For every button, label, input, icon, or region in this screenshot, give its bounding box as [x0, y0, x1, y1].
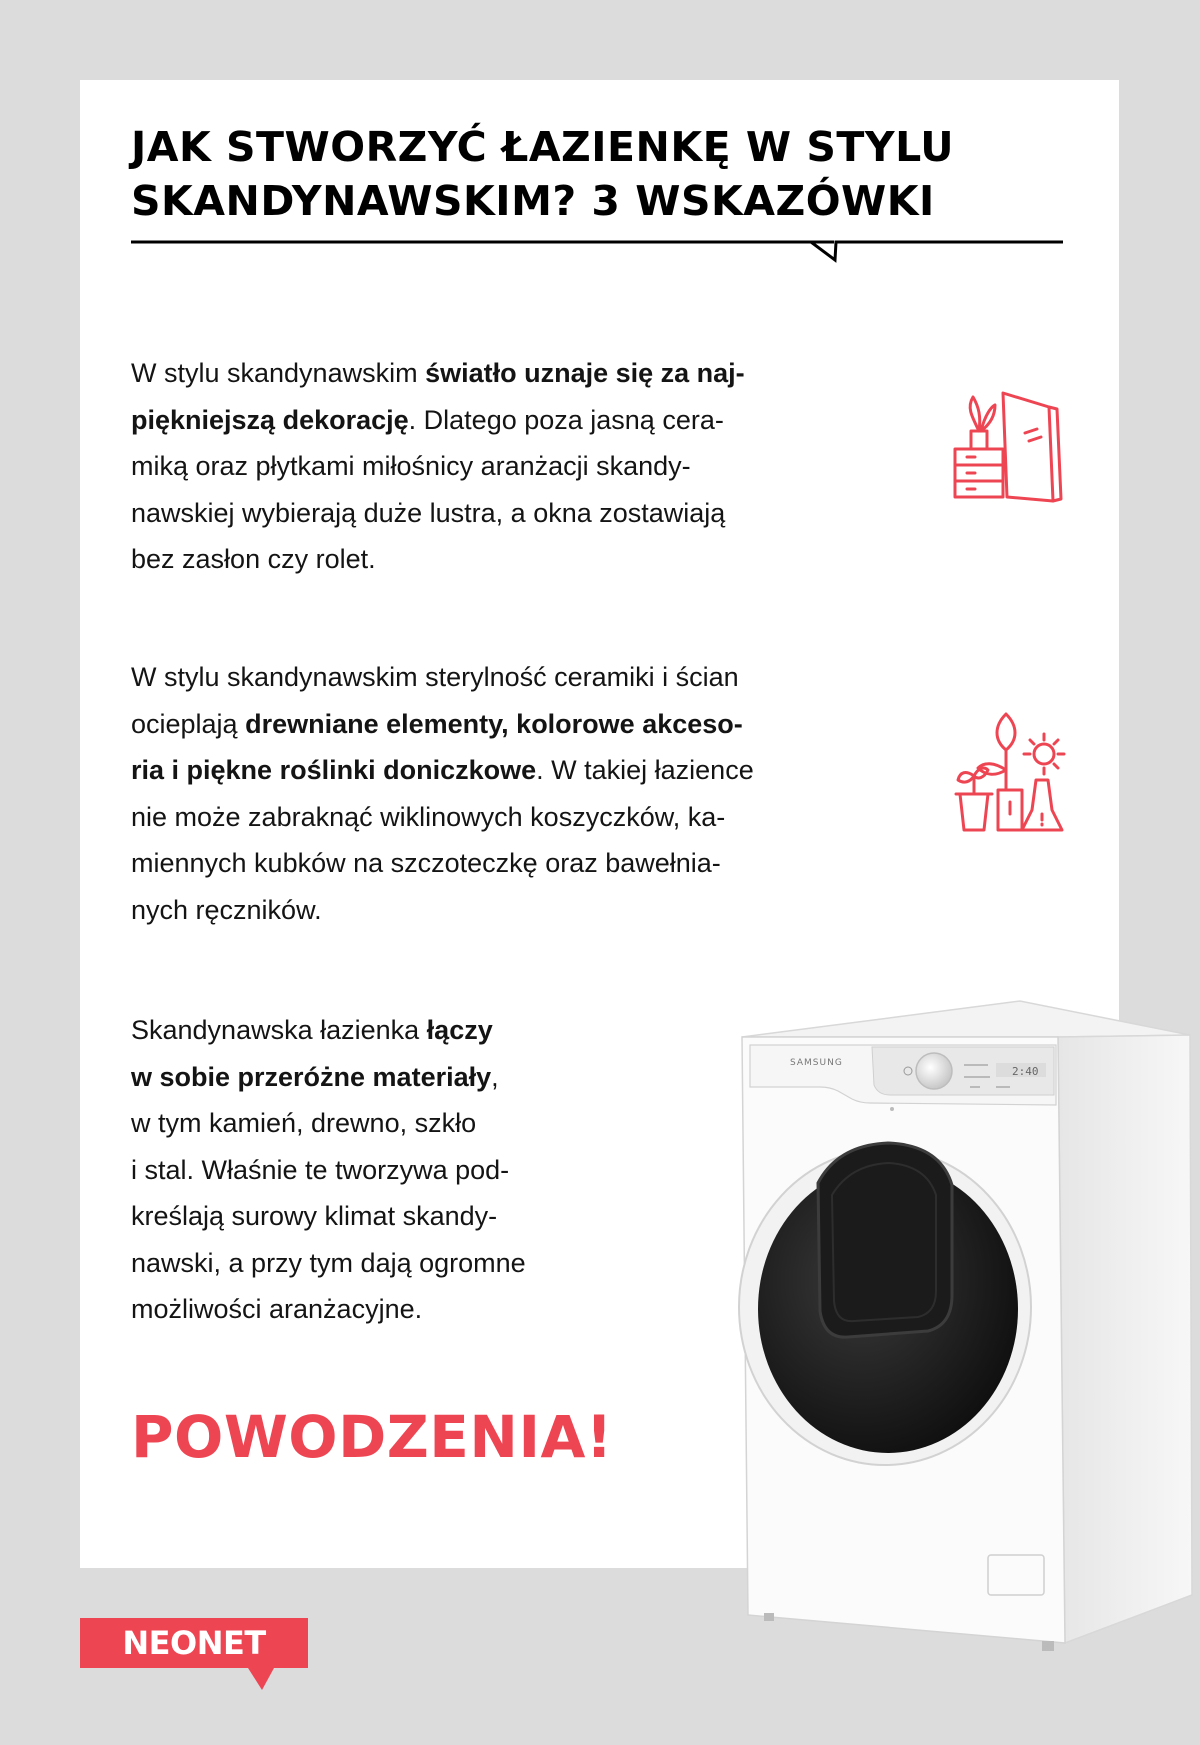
washer-display-readout: 2:40 [1012, 1065, 1039, 1078]
paragraph-line [131, 747, 754, 794]
washer-brand-label: SAMSUNG [790, 1058, 843, 1068]
paragraph-line [131, 350, 745, 397]
tip-paragraph-materials [131, 1007, 526, 1333]
paragraph-line [131, 1147, 526, 1194]
text-run: W stylu skandynawskim sterylność ceramiki i ścian [131, 662, 739, 692]
text-run: . W takiej łazience [536, 755, 754, 785]
text-run: nawskiej wybierają duże lustra, a okna zostawiają [131, 497, 726, 528]
text-run: nawski, a przy tym dają ogromne [131, 1247, 526, 1278]
washing-machine-image [720, 995, 1200, 1655]
text-run: miennych kubków na szczoteczkę oraz bawełnia- [131, 848, 721, 878]
text-run: bez zasłon czy rolet. [131, 544, 376, 574]
bold-text: drewniane elementy, kolorowe akceso- [245, 708, 743, 739]
paragraph-line [131, 840, 754, 887]
text-run: i stal. Właśnie te tworzywa pod- [131, 1154, 510, 1185]
text-run: nych ręczników. [131, 894, 322, 925]
tip-paragraph-decor [131, 654, 754, 933]
title-speech-divider [131, 232, 1063, 268]
text-run: W stylu skandynawskim [131, 358, 426, 388]
logo-speech-tail [248, 1668, 274, 1692]
title-line: JAK STWORZYĆ ŁAZIENKĘ W STYLU [131, 123, 955, 171]
paragraph-line [131, 794, 754, 841]
text-run: . Dlatego poza jasną cera- [408, 404, 724, 435]
text-run: nie może zabraknąć wiklinowych koszyczków, ka- [131, 801, 726, 832]
paragraph-line [131, 1193, 526, 1240]
paragraph-line [131, 397, 745, 444]
text-run: miką oraz płytkami miłośnicy aranżacji skandy- [131, 451, 691, 481]
paragraph-line [131, 1007, 526, 1054]
neonet-logo: NEONET [80, 1618, 308, 1668]
paragraph-line [131, 1054, 526, 1101]
text-run: ocieplają [131, 708, 246, 739]
text-run: kreślają surowy klimat skandy- [131, 1201, 498, 1231]
paragraph-line [131, 1100, 526, 1147]
paragraph-line [131, 1286, 526, 1333]
page-title [131, 120, 1091, 228]
tip-paragraph-light [131, 350, 745, 583]
text-run: w tym kamień, drewno, szkło [131, 1108, 477, 1138]
bathroom-furniture-icon [945, 385, 1071, 511]
closing-headline: POWODZENIA! [131, 1403, 613, 1471]
bold-text: piękniejszą dekorację [131, 404, 409, 435]
bold-text: łączy [426, 1015, 493, 1045]
bold-text: ria i piękne roślinki doniczkowe [131, 755, 537, 785]
paragraph-line [131, 443, 745, 490]
text-run: możliwości aranżacyjne. [131, 1294, 423, 1324]
paragraph-line [131, 654, 754, 701]
paragraph-line [131, 490, 745, 537]
paragraph-line [131, 1240, 526, 1287]
paragraph-line [131, 701, 754, 748]
bold-text: w sobie przeróżne materiały [131, 1061, 492, 1092]
title-line: SKANDYNAWSKIM? 3 WSKAZÓWKI [131, 177, 935, 225]
bold-text: światło uznaje się za naj- [425, 358, 745, 388]
paragraph-line [131, 536, 745, 583]
text-run: Skandynawska łazienka [131, 1015, 427, 1045]
paragraph-line [131, 887, 754, 934]
text-run: , [491, 1061, 499, 1092]
potted-plants-icon [948, 710, 1070, 838]
